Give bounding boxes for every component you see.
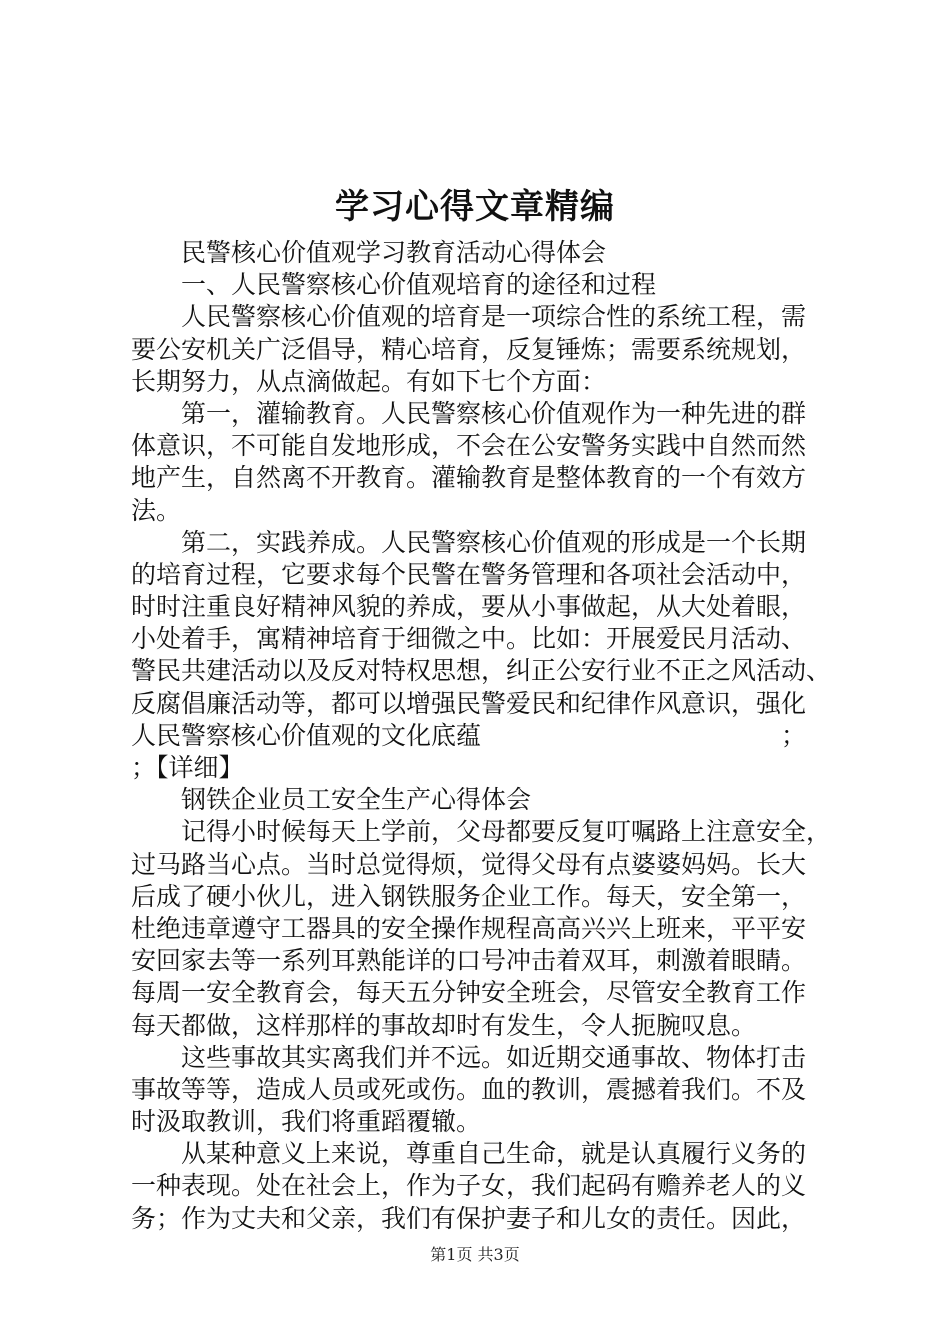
text-line: 每天都做，这样那样的事故却时有发生，令人扼腕叹息。 (131, 1010, 757, 1040)
text-line: 一种表现。处在社会上，作为子女，我们起码有赡养老人的义 (131, 1171, 807, 1201)
text-line: 人民警察核心价值观的培育是一项综合性的系统工程，需 (181, 302, 807, 332)
detail-link[interactable]: 【详细】 (156, 753, 244, 782)
text-line: 杜绝违章遵守工器具的安全操作规程高高兴兴上班来，平平安 (131, 913, 807, 943)
text-line: 事故等等，造成人员或死或伤。血的教训，震撼着我们。不及 (131, 1074, 807, 1104)
text-line: 时时注重良好精神风貌的养成，要从小事做起，从大处着眼， (131, 592, 807, 622)
text-line: 务；作为丈夫和父亲，我们有保护妻子和儿女的责任。因此， (131, 1203, 807, 1233)
text-line: 后成了硬小伙儿，进入钢铁服务企业工作。每天，安全第一， (131, 881, 807, 911)
page-footer: 第1页 共3页 (430, 1245, 520, 1264)
text-line: 人民警察核心价值观的文化底蕴 ； (131, 720, 807, 750)
text-line: 一、人民警察核心价值观培育的途径和过程 (181, 270, 657, 300)
text-line: 安回家去等一系列耳熟能详的口号冲击着双耳，刺激着眼睛。 (131, 946, 807, 976)
text-line: 钢铁企业员工安全生产心得体会 (181, 785, 532, 815)
text-line: 过马路当心点。当时总觉得烦，觉得父母有点婆婆妈妈。长大 (131, 849, 807, 879)
text-line: 从某种意义上来说，尊重自己生命，就是认真履行义务的 (181, 1139, 807, 1169)
text-line: 时汲取教训，我们将重蹈覆辙。 (131, 1107, 482, 1137)
section-police-values (131, 237, 831, 752)
text-line: 警民共建活动以及反对特权思想，纠正公安行业不正之风活动、 (131, 656, 832, 686)
text-line: 记得小时候每天上学前，父母都要反复叮嘱路上注意安全， (181, 817, 832, 847)
text-line: 要公安机关广泛倡导，精心培育，反复锤炼；需要系统规划， (131, 334, 807, 364)
document-body (131, 237, 831, 1235)
detail-prefix: ； (131, 753, 157, 782)
detail-line (131, 752, 831, 784)
text-line: 民警核心价值观学习教育活动心得体会 (181, 238, 607, 267)
text-line: 反腐倡廉活动等，都可以增强民警爱民和纪律作风意识，强化 (131, 688, 807, 718)
page-title: 学习心得文章精编 (335, 187, 615, 227)
text-line: 法。 (131, 495, 182, 525)
text-line: 每周一安全教育会，每天五分钟安全班会，尽管安全教育工作 (131, 978, 807, 1008)
text-line: 的培育过程，它要求每个民警在警务管理和各项社会活动中， (131, 559, 807, 589)
text-line: 这些事故其实离我们并不远。如近期交通事故、物体打击 (181, 1042, 807, 1072)
text-line: 地产生，自然离不开教育。灌输教育是整体教育的一个有效方 (131, 463, 807, 493)
text-line: 小处着手，寓精神培育于细微之中。比如：开展爱民月活动、 (131, 624, 807, 654)
text-line: 第一，灌输教育。人民警察核心价值观作为一种先进的群 (181, 398, 807, 428)
section-steel-safety (131, 784, 831, 1235)
text-line: 体意识，不可能自发地形成，不会在公安警务实践中自然而然 (131, 431, 807, 461)
text-line: 长期努力，从点滴做起。有如下七个方面： (131, 366, 607, 396)
text-line: 第二，实践养成。人民警察核心价值观的形成是一个长期 (181, 527, 807, 557)
